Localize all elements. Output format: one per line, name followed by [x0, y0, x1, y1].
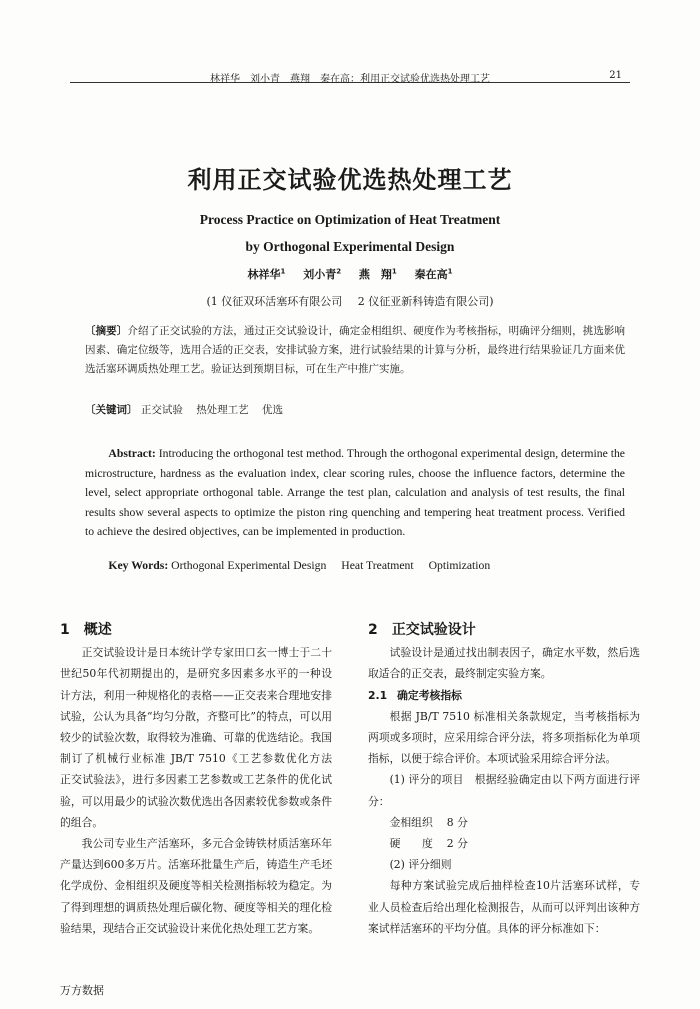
keywords-cn-label: 〔关键词〕	[85, 404, 138, 416]
keyword: 正交试验	[140, 404, 183, 416]
paragraph: 试验设计是通过找出制表因子，确定水平数，然后选取适合的正交表，最终制定实验方案。	[368, 646, 640, 681]
subsection-heading: 2.1 确定考核指标	[368, 688, 462, 702]
title-english-line2: by Orthogonal Experimental Design	[245, 239, 455, 254]
list-item: (1) 评分的项目 根据经验确定由以下两方面进行评分：	[368, 773, 640, 808]
author: 秦在高$^1$	[414, 267, 453, 281]
keyword: Orthogonal Experimental Design	[171, 559, 327, 572]
keyword: 优选	[262, 404, 284, 416]
abstract-en-text: Introducing the orthogonal test method. Through the orthogonal experimental design, determine the microstructure, hardness as the evaluation index, clear scoring rules, choose the influence factors, determine the level, select appropriate orthogonal table. Arrange the test plan, calculation and analysis of test results, the final results show several aspects to optimize the piston ring quenching and tempering heat treatment process. Verified to achieve the desired objectives, can be implemented in production.	[85, 447, 625, 539]
affiliation: (1 仪征双环活塞环有限公司	[206, 295, 343, 308]
title-english	[0, 206, 700, 260]
page-number: 21	[609, 70, 622, 81]
footer-source: 万方数据	[60, 984, 104, 997]
author: 林祥华$^1$	[247, 267, 286, 281]
abstract-cn-text: 介绍了正交试验的方法，通过正交试验设计，确定金相组织、硬度作为考核指标，明确评分细则，挑选影响因素、确定位级等，选用合适的正交表，安排试验方案，进行试验结果的计算与分析，最终进行结果验证几方面来优选活塞环调质热处理工艺。验证达到预期目标，可在生产中推广实施。	[85, 325, 626, 375]
title-chinese: 利用正交试验优选热处理工艺	[187, 166, 513, 194]
abstract-english	[85, 444, 625, 542]
affiliation: 2 仪征亚新科铸造有限公司)	[357, 295, 494, 308]
author: 刘小青$^2$	[303, 267, 342, 281]
keyword: Heat Treatment	[341, 559, 414, 572]
keywords-chinese	[85, 402, 625, 417]
criteria-row: 硬 度 2 分	[389, 837, 468, 851]
keyword: 热处理工艺	[196, 404, 249, 416]
list-item: (2) 评分细则	[389, 858, 452, 872]
right-column	[368, 620, 640, 939]
abstract-en-label: Abstract:	[108, 447, 156, 460]
affiliations	[0, 293, 700, 309]
paragraph: 我公司专业生产活塞环，多元合金铸铁材质活塞环年产量达到600多万片。活塞环批量生产后，铸造生产毛坯化学成份、金相组织及硬度等相关检测指标较为稳定。为了得到理想的调质热处理后碳化物、硬度等相关的理化检验结果，现结合正交试验设计来优化热处理工艺方案。	[60, 837, 332, 935]
paragraph: 每种方案试验完成后抽样检查10片活塞环试样，专业人员检查后给出理化检测报告，从而可以评判出该种方案试样活塞环的平均分值。具体的评分标准如下：	[368, 879, 640, 935]
left-column	[60, 620, 343, 939]
author: 燕 翔$^1$	[358, 267, 397, 281]
abstract-chinese	[85, 322, 625, 379]
author-list	[0, 266, 700, 282]
paragraph: 根据 JB/T 7510 标准相关条款规定，当考核指标为两项或多项时，应采用综合评分法，将多项指标化为单项指标，以便于综合评价。本项试验采用综合评分法。	[368, 709, 640, 766]
section-heading: 1 概述	[60, 622, 112, 638]
running-title: 林祥华 刘小青 燕翔 秦在高：利用正交试验优选热处理工艺	[210, 74, 490, 85]
title-english-line1: Process Practice on Optimization of Heat Treatment	[199, 212, 501, 227]
paragraph: 正交试验设计是日本统计学专家田口玄一博士于二十世纪50年代初期提出的，是研究多因素多水平的一种设计方法，利用一种规格化的表格——正交表来合理地安排试验，公认为具备“均匀分散，齐整可比”的特点，可以用较少的试验次数，取得较为准确、可靠的优选结论。我国制订了机械行业标准 JB/T 7510《工艺参数优化方法 正交试验法》，进行多因素工艺参数或工艺条件的优化试验，可以用最少的试验次数优选出各因素较优参数或条件的组合。	[60, 646, 343, 829]
keyword: Optimization	[428, 559, 491, 572]
section-heading: 2 正交试验设计	[368, 622, 476, 638]
keywords-english	[85, 559, 625, 572]
running-header	[70, 60, 630, 83]
criteria-row: 金相组织 8 分	[389, 815, 468, 829]
abstract-cn-label: 〔摘要〕	[85, 325, 128, 337]
keywords-en-label: Key Words:	[108, 559, 169, 572]
